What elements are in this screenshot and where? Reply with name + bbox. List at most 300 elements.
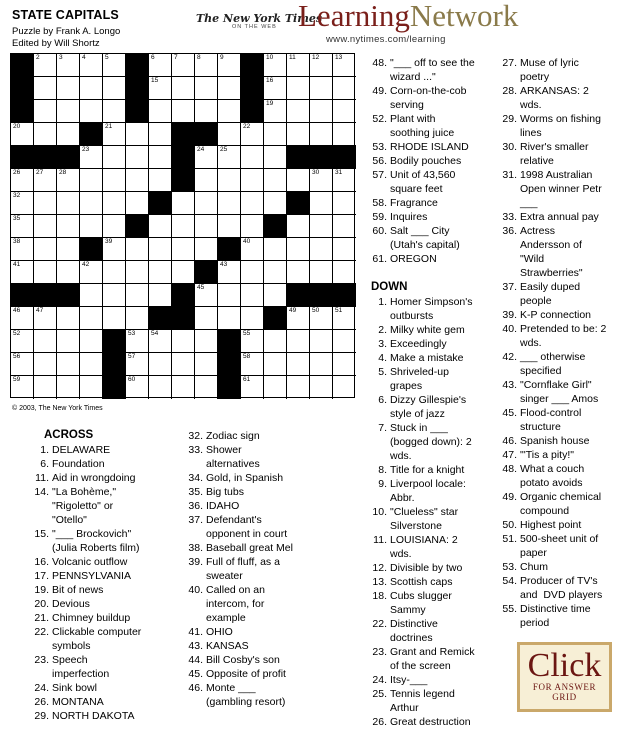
grid-cell[interactable] <box>126 353 149 376</box>
clue-num: 1. <box>40 444 49 456</box>
clue-num: 45. <box>502 407 517 419</box>
black-square <box>287 192 310 215</box>
grid-cell[interactable] <box>195 100 218 123</box>
black-square <box>11 146 34 169</box>
black-square <box>241 100 264 123</box>
grid-cell[interactable] <box>218 123 241 146</box>
grid-cell[interactable] <box>241 353 264 376</box>
grid-cell[interactable] <box>172 77 195 100</box>
grid-cell[interactable] <box>264 376 287 399</box>
clue-number: 35 <box>13 215 21 222</box>
grid-cell[interactable] <box>11 353 34 376</box>
grid-cell[interactable] <box>172 376 195 399</box>
learning-network-logo <box>298 0 518 34</box>
grid-cell[interactable] <box>149 261 172 284</box>
grid-cell[interactable] <box>80 192 103 215</box>
black-square <box>103 376 126 399</box>
grid-cell[interactable] <box>126 261 149 284</box>
grid-cell[interactable] <box>172 192 195 215</box>
grid-cell[interactable] <box>11 169 34 192</box>
clue-num: 14. <box>34 486 49 498</box>
grid-cell[interactable] <box>57 261 80 284</box>
clue-text: 1998 Australian Open winner Petr ___ <box>520 169 602 209</box>
clue-text: Unit of 43,560 square feet <box>390 169 456 195</box>
clue-number: 22 <box>243 123 251 130</box>
grid-cell[interactable] <box>172 330 195 353</box>
grid-cell[interactable] <box>80 284 103 307</box>
grid-cell[interactable] <box>195 376 218 399</box>
clue-num: 5. <box>378 366 387 378</box>
clue-text: "___ off to see the wizard ..." <box>390 57 475 83</box>
grid-cell[interactable] <box>333 215 356 238</box>
grid-cell[interactable] <box>195 192 218 215</box>
grid-cell[interactable] <box>333 169 356 192</box>
grid-cell[interactable] <box>310 238 333 261</box>
grid-cell[interactable] <box>80 261 103 284</box>
grid-cell[interactable] <box>241 330 264 353</box>
clue-text: Pretended to be: 2 wds. <box>520 323 607 349</box>
grid-cell[interactable] <box>126 238 149 261</box>
grid-cell[interactable] <box>80 376 103 399</box>
grid-cell[interactable] <box>264 353 287 376</box>
grid-cell[interactable] <box>149 353 172 376</box>
grid-cell[interactable] <box>149 284 172 307</box>
grid-cell[interactable] <box>264 123 287 146</box>
black-square <box>126 100 149 123</box>
grid-cell[interactable] <box>103 238 126 261</box>
grid-cell[interactable] <box>241 307 264 330</box>
grid-cell[interactable] <box>287 330 310 353</box>
grid-cell[interactable] <box>149 146 172 169</box>
clue-text: Full of fluff, as a sweater <box>206 556 280 582</box>
grid-cell[interactable] <box>103 307 126 330</box>
clue-num: 50. <box>502 519 517 531</box>
clue-num: 48. <box>502 463 517 475</box>
grid-cell[interactable] <box>264 238 287 261</box>
grid-cell[interactable] <box>126 284 149 307</box>
grid-cell[interactable] <box>333 54 356 77</box>
grid-cell[interactable] <box>57 77 80 100</box>
grid-cell[interactable] <box>149 215 172 238</box>
clue-number: 43 <box>220 261 228 268</box>
clue-num: 42. <box>502 351 517 363</box>
grid-cell[interactable] <box>11 238 34 261</box>
clue-number: 13 <box>335 54 343 61</box>
grid-cell[interactable] <box>57 100 80 123</box>
grid-cell[interactable] <box>149 330 172 353</box>
grid-cell[interactable] <box>264 330 287 353</box>
clue-number: 32 <box>13 192 21 199</box>
grid-cell[interactable] <box>34 54 57 77</box>
grid-cell[interactable] <box>241 261 264 284</box>
grid-cell[interactable] <box>241 284 264 307</box>
grid-cell[interactable] <box>287 261 310 284</box>
grid-cell[interactable] <box>264 100 287 123</box>
grid-cell[interactable] <box>57 192 80 215</box>
grid-cell[interactable] <box>80 215 103 238</box>
black-square <box>195 123 218 146</box>
on-the-web-label: ON THE WEB <box>232 24 277 30</box>
black-square <box>333 146 356 169</box>
puzzle-editor: Edited by Will Shortz <box>12 38 100 49</box>
grid-cell[interactable] <box>264 261 287 284</box>
grid-cell[interactable] <box>264 146 287 169</box>
grid-cell[interactable] <box>195 169 218 192</box>
clue-num: 32. <box>188 430 203 442</box>
black-square <box>310 146 333 169</box>
clue-text: Aid in wrongdoing <box>52 472 136 484</box>
clue-num: 2. <box>378 324 387 336</box>
grid-cell[interactable] <box>287 123 310 146</box>
clue-number: 45 <box>197 284 205 291</box>
black-square <box>172 123 195 146</box>
clue-num: 49. <box>372 85 387 97</box>
grid-cell[interactable] <box>195 215 218 238</box>
grid-cell[interactable] <box>57 169 80 192</box>
clue-text: NORTH DAKOTA <box>52 710 135 722</box>
clue-text: Gold, in Spanish <box>206 472 284 484</box>
clue-num: 18. <box>372 590 387 602</box>
clue-text: Producer of TV's and DVD players <box>520 575 603 601</box>
clue-num: 44. <box>188 654 203 666</box>
clue-number: 9 <box>220 54 224 61</box>
grid-cell[interactable] <box>149 238 172 261</box>
clue-text: "___ Brockovich" (Julia Roberts film) <box>52 528 140 554</box>
grid-cell[interactable] <box>57 123 80 146</box>
grid-cell[interactable] <box>57 307 80 330</box>
grid-cell[interactable] <box>287 54 310 77</box>
grid-cell[interactable] <box>218 192 241 215</box>
clue-text: Milky white gem <box>390 324 465 336</box>
clue-number: 59 <box>13 376 21 383</box>
clue-text: Clickable computer symbols <box>52 626 142 652</box>
grid-cell[interactable] <box>310 169 333 192</box>
black-square <box>11 54 34 77</box>
grid-cell[interactable] <box>241 146 264 169</box>
clue-number: 50 <box>312 307 320 314</box>
grid-cell[interactable] <box>80 54 103 77</box>
grid-cell[interactable] <box>126 169 149 192</box>
grid-cell[interactable] <box>80 146 103 169</box>
clue-number: 19 <box>266 100 274 107</box>
grid-cell[interactable] <box>149 100 172 123</box>
grid-cell[interactable] <box>11 376 34 399</box>
grid-cell[interactable] <box>80 307 103 330</box>
clue-num: 46. <box>502 435 517 447</box>
clue-text: Called on an intercom, for example <box>206 584 265 624</box>
grid-cell[interactable] <box>195 330 218 353</box>
clue-num: 56. <box>372 155 387 167</box>
black-square <box>126 77 149 100</box>
grid-cell[interactable] <box>57 215 80 238</box>
grid-cell[interactable] <box>264 284 287 307</box>
clue-num: 43. <box>502 379 517 391</box>
clue-num: 45. <box>188 668 203 680</box>
grid-cell[interactable] <box>57 376 80 399</box>
grid-cell[interactable] <box>149 123 172 146</box>
grid-cell[interactable] <box>333 330 356 353</box>
grid-cell[interactable] <box>310 100 333 123</box>
clue-text: Distinctive doctrines <box>390 618 438 644</box>
grid-cell[interactable] <box>172 100 195 123</box>
grid-cell[interactable] <box>103 54 126 77</box>
grid-cell[interactable] <box>241 192 264 215</box>
clue-num: 1. <box>378 296 387 308</box>
grid-cell[interactable] <box>310 77 333 100</box>
clue-number: 61 <box>243 376 251 383</box>
grid-cell[interactable] <box>241 376 264 399</box>
grid-cell[interactable] <box>241 215 264 238</box>
crossword-grid <box>10 53 355 398</box>
clue-num: 16. <box>34 556 49 568</box>
clue-number: 51 <box>335 307 343 314</box>
grid-cell[interactable] <box>34 376 57 399</box>
grid-cell[interactable] <box>103 123 126 146</box>
black-square <box>172 146 195 169</box>
clue-number: 28 <box>59 169 67 176</box>
clue-num: 57. <box>372 169 387 181</box>
grid-cell[interactable] <box>103 192 126 215</box>
grid-cell[interactable] <box>103 261 126 284</box>
grid-cell[interactable] <box>11 330 34 353</box>
grid-cell[interactable] <box>103 169 126 192</box>
grid-cell[interactable] <box>103 284 126 307</box>
clue-number: 49 <box>289 307 297 314</box>
grid-cell[interactable] <box>172 215 195 238</box>
grid-cell[interactable] <box>264 77 287 100</box>
grid-cell[interactable] <box>11 261 34 284</box>
clue-text: Organic chemical compound <box>520 491 602 517</box>
clue-text: Inquires <box>390 211 428 223</box>
clue-text: Stuck in ___ (bogged down): 2 wds. <box>390 422 472 462</box>
black-square <box>195 261 218 284</box>
network-word: Network <box>409 0 519 33</box>
grid-cell[interactable] <box>218 215 241 238</box>
grid-cell[interactable] <box>149 169 172 192</box>
grid-cell[interactable] <box>287 100 310 123</box>
grid-cell[interactable] <box>11 123 34 146</box>
grid-cell[interactable] <box>57 238 80 261</box>
grid-cell[interactable] <box>11 215 34 238</box>
grid-cell[interactable] <box>34 100 57 123</box>
grid-cell[interactable] <box>57 54 80 77</box>
clue-num: 15. <box>34 528 49 540</box>
clue-text: OREGON <box>390 253 437 265</box>
grid-cell[interactable] <box>195 54 218 77</box>
click-label: Click <box>527 647 602 684</box>
grid-cell[interactable] <box>80 100 103 123</box>
black-square <box>126 215 149 238</box>
grid-cell[interactable] <box>333 100 356 123</box>
grid-cell[interactable] <box>264 192 287 215</box>
grid-cell[interactable] <box>218 77 241 100</box>
grid-cell[interactable] <box>195 353 218 376</box>
clue-text: Big tubs <box>206 486 244 498</box>
grid-cell[interactable] <box>264 54 287 77</box>
grid-cell[interactable] <box>310 54 333 77</box>
grid-cell[interactable] <box>287 307 310 330</box>
clue-text: OHIO <box>206 626 233 638</box>
black-square <box>218 353 241 376</box>
grid-cell[interactable] <box>57 353 80 376</box>
grid-cell[interactable] <box>333 376 356 399</box>
grid-cell[interactable] <box>172 261 195 284</box>
grid-cell[interactable] <box>126 307 149 330</box>
clue-text: Sink bowl <box>52 682 97 694</box>
grid-cell[interactable] <box>218 54 241 77</box>
clue-num: 23. <box>372 646 387 658</box>
clue-text: Shriveled-up grapes <box>390 366 449 392</box>
grid-cell[interactable] <box>34 330 57 353</box>
clue-num: 7. <box>378 422 387 434</box>
black-square <box>333 284 356 307</box>
clue-number: 42 <box>82 261 90 268</box>
click-for-answer-grid-button[interactable] <box>517 642 612 712</box>
clue-num: 31. <box>502 169 517 181</box>
black-square <box>11 77 34 100</box>
grid-cell[interactable] <box>126 192 149 215</box>
grid-cell[interactable] <box>172 54 195 77</box>
grid-cell[interactable] <box>11 307 34 330</box>
grid-cell[interactable] <box>241 123 264 146</box>
grid-cell[interactable] <box>34 307 57 330</box>
grid-cell[interactable] <box>310 192 333 215</box>
grid-cell[interactable] <box>80 77 103 100</box>
clue-num: 10. <box>372 506 387 518</box>
grid-cell[interactable] <box>195 284 218 307</box>
grid-cell[interactable] <box>80 353 103 376</box>
clue-num: 28. <box>502 85 517 97</box>
grid-cell[interactable] <box>310 123 333 146</box>
clue-text: KANSAS <box>206 640 249 652</box>
clue-text: Corn-on-the-cob serving <box>390 85 467 111</box>
grid-cell[interactable] <box>195 77 218 100</box>
clue-num: 13. <box>372 576 387 588</box>
grid-cell[interactable] <box>333 238 356 261</box>
grid-cell[interactable] <box>103 146 126 169</box>
grid-cell[interactable] <box>126 123 149 146</box>
grid-cell[interactable] <box>241 169 264 192</box>
grid-cell[interactable] <box>310 353 333 376</box>
grid-cell[interactable] <box>333 353 356 376</box>
grid-cell[interactable] <box>218 307 241 330</box>
clue-num: 34. <box>188 472 203 484</box>
clue-num: 54. <box>502 575 517 587</box>
grid-cell[interactable] <box>287 353 310 376</box>
clue-num: 58. <box>372 197 387 209</box>
click-sub2: GRID <box>552 691 577 702</box>
grid-cell[interactable] <box>80 169 103 192</box>
clue-text: ARKANSAS: 2 wds. <box>520 85 589 111</box>
grid-cell[interactable] <box>126 376 149 399</box>
clue-text: LOUISIANA: 2 wds. <box>390 534 458 560</box>
grid-cell[interactable] <box>287 238 310 261</box>
grid-cell[interactable] <box>126 330 149 353</box>
clue-text: Defendant's opponent in court <box>206 514 288 540</box>
grid-cell[interactable] <box>310 376 333 399</box>
black-square <box>11 100 34 123</box>
grid-cell[interactable] <box>264 169 287 192</box>
grid-cell[interactable] <box>218 261 241 284</box>
clue-num: 47. <box>502 449 517 461</box>
clue-text: Liverpool locale: Abbr. <box>390 478 466 504</box>
clue-text: K-P connection <box>520 309 592 321</box>
clue-number: 23 <box>82 146 90 153</box>
grid-cell[interactable] <box>57 330 80 353</box>
grid-cell[interactable] <box>287 215 310 238</box>
clue-num: 49. <box>502 491 517 503</box>
grid-cell[interactable] <box>34 353 57 376</box>
grid-cell[interactable] <box>149 77 172 100</box>
grid-cell[interactable] <box>218 169 241 192</box>
clue-text: Plant with soothing juice <box>390 113 455 139</box>
black-square <box>310 284 333 307</box>
grid-cell[interactable] <box>333 123 356 146</box>
clue-num: 26. <box>372 716 387 728</box>
grid-cell[interactable] <box>310 261 333 284</box>
grid-cell[interactable] <box>34 192 57 215</box>
clue-number: 60 <box>128 376 136 383</box>
clue-text: Title for a knight <box>390 464 465 476</box>
grid-cell[interactable] <box>80 330 103 353</box>
grid-cell[interactable] <box>333 261 356 284</box>
grid-cell[interactable] <box>287 169 310 192</box>
grid-cell[interactable] <box>333 307 356 330</box>
grid-cell[interactable] <box>11 192 34 215</box>
clue-num: 39. <box>188 556 203 568</box>
clue-num: 17. <box>34 570 49 582</box>
grid-cell[interactable] <box>172 238 195 261</box>
clue-num: 6. <box>378 394 387 406</box>
grid-cell[interactable] <box>172 353 195 376</box>
grid-cell[interactable] <box>310 307 333 330</box>
grid-cell[interactable] <box>333 77 356 100</box>
grid-cell[interactable] <box>103 100 126 123</box>
clue-text: "'Tis a pity!" <box>520 449 574 461</box>
grid-cell[interactable] <box>310 215 333 238</box>
grid-cell[interactable] <box>218 284 241 307</box>
grid-cell[interactable] <box>34 238 57 261</box>
grid-cell[interactable] <box>195 238 218 261</box>
clue-num: 61. <box>372 253 387 265</box>
grid-cell[interactable] <box>287 77 310 100</box>
grid-cell[interactable] <box>310 330 333 353</box>
grid-cell[interactable] <box>34 123 57 146</box>
black-square <box>264 215 287 238</box>
grid-cell[interactable] <box>103 77 126 100</box>
clue-number: 46 <box>13 307 21 314</box>
grid-cell[interactable] <box>218 100 241 123</box>
grid-cell[interactable] <box>34 215 57 238</box>
clue-text: IDAHO <box>206 500 240 512</box>
grid-cell[interactable] <box>34 169 57 192</box>
grid-cell[interactable] <box>34 77 57 100</box>
grid-cell[interactable] <box>218 146 241 169</box>
grid-cell[interactable] <box>149 376 172 399</box>
grid-cell[interactable] <box>241 238 264 261</box>
grid-cell[interactable] <box>126 146 149 169</box>
grid-cell[interactable] <box>287 376 310 399</box>
grid-cell[interactable] <box>149 54 172 77</box>
grid-cell[interactable] <box>195 146 218 169</box>
nyt-logo: The New York Times <box>196 12 323 25</box>
black-square <box>264 307 287 330</box>
grid-cell[interactable] <box>195 307 218 330</box>
grid-cell[interactable] <box>34 261 57 284</box>
clue-text: Flood-control structure <box>520 407 582 433</box>
grid-cell[interactable] <box>333 192 356 215</box>
grid-cell[interactable] <box>103 215 126 238</box>
